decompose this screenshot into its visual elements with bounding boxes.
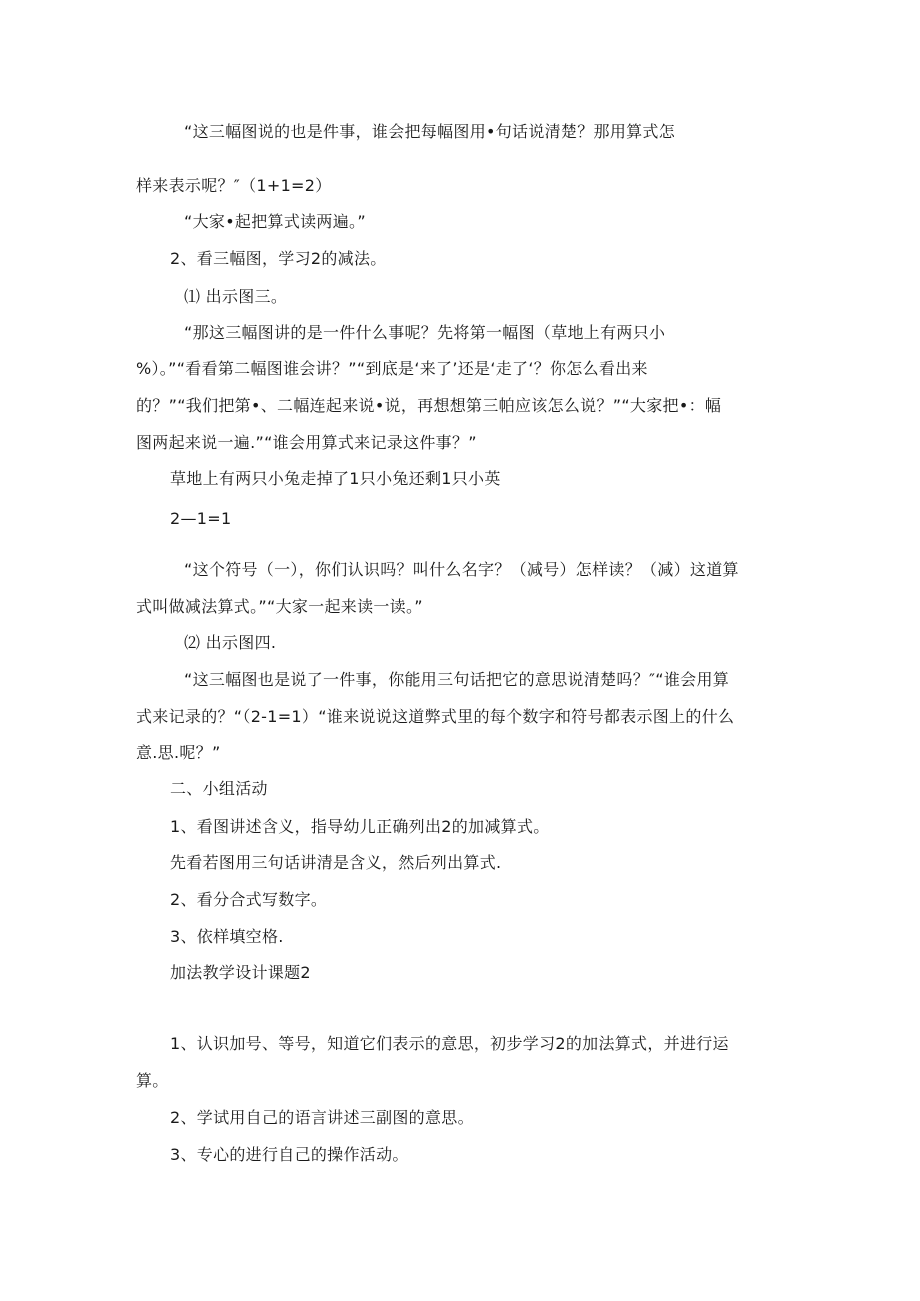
text-line: 2、看三幅图，学习2的减法。 bbox=[170, 249, 387, 268]
text-line: “这三幅图说的也是件事，谁会把每幅图用•句话说清楚？那用算式怎 bbox=[184, 122, 676, 141]
text-line: 3、依样填空格. bbox=[170, 927, 284, 946]
text-line: “这个符号（一），你们认识吗？叫什么名字？（减号）怎样读？（减）这道算 bbox=[184, 560, 739, 579]
text-line: ⑵ 出示图四. bbox=[184, 633, 277, 652]
text-line: 算。 bbox=[136, 1071, 169, 1090]
text-line: 3、专心的进行自己的操作活动。 bbox=[170, 1145, 409, 1164]
text-line: 1、看图讲述含义，指导幼儿正确列出2的加减算式。 bbox=[170, 817, 550, 836]
section-heading: 二、小组活动 bbox=[170, 779, 268, 798]
text-line: 先看若图用三句话讲清是含义，然后列出算式. bbox=[170, 853, 502, 872]
text-line: 2、看分合式写数字。 bbox=[170, 890, 328, 909]
section-heading: 加法教学设计课题2 bbox=[170, 963, 311, 982]
text-line: “大家•起把算式读两遍。” bbox=[184, 212, 366, 231]
text-line: 的？”“我们把第•、二幅连起来说•说，再想想第三帕应该怎么说？”“大家把•：幅 bbox=[136, 396, 722, 415]
text-line: 图两起来说一遍.”“谁会用算式来记录这件事？” bbox=[136, 433, 477, 452]
text-line: ⑴ 出示图三。 bbox=[184, 287, 288, 306]
text-line: 式来记录的？“（2-1=1）“谁来说说这道弊式里的每个数字和符号都表示图上的什么 bbox=[136, 707, 735, 726]
text-line: 意.思.呢？” bbox=[136, 743, 221, 762]
text-line: “这三幅图也是说了一件事，你能用三句话把它的意思说清楚吗？″“谁会用算 bbox=[184, 670, 730, 689]
text-line: %）。”“看看第二幅图谁会讲？”“到底是‘来了’还是‘走了‘？你怎么看出来 bbox=[136, 359, 648, 378]
text-line: 样来表示呢？″（1+1=2） bbox=[136, 176, 332, 195]
text-line: 式叫做减法算式。”“大家一起来读一读。” bbox=[136, 597, 423, 616]
text-line: “那这三幅图讲的是一件什么事呢？先将第一幅图（草地上有两只小 bbox=[184, 323, 666, 342]
text-line: 草地上有两只小兔走掉了1只小兔还剩1只小英 bbox=[170, 469, 501, 488]
text-line: 2、学试用自己的语言讲述三副图的意思。 bbox=[170, 1108, 474, 1127]
formula-line: 2—1=1 bbox=[170, 509, 232, 528]
text-line: 1、认识加号、等号，知道它们表示的意思，初步学习2的加法算式，并进行运 bbox=[170, 1034, 729, 1053]
